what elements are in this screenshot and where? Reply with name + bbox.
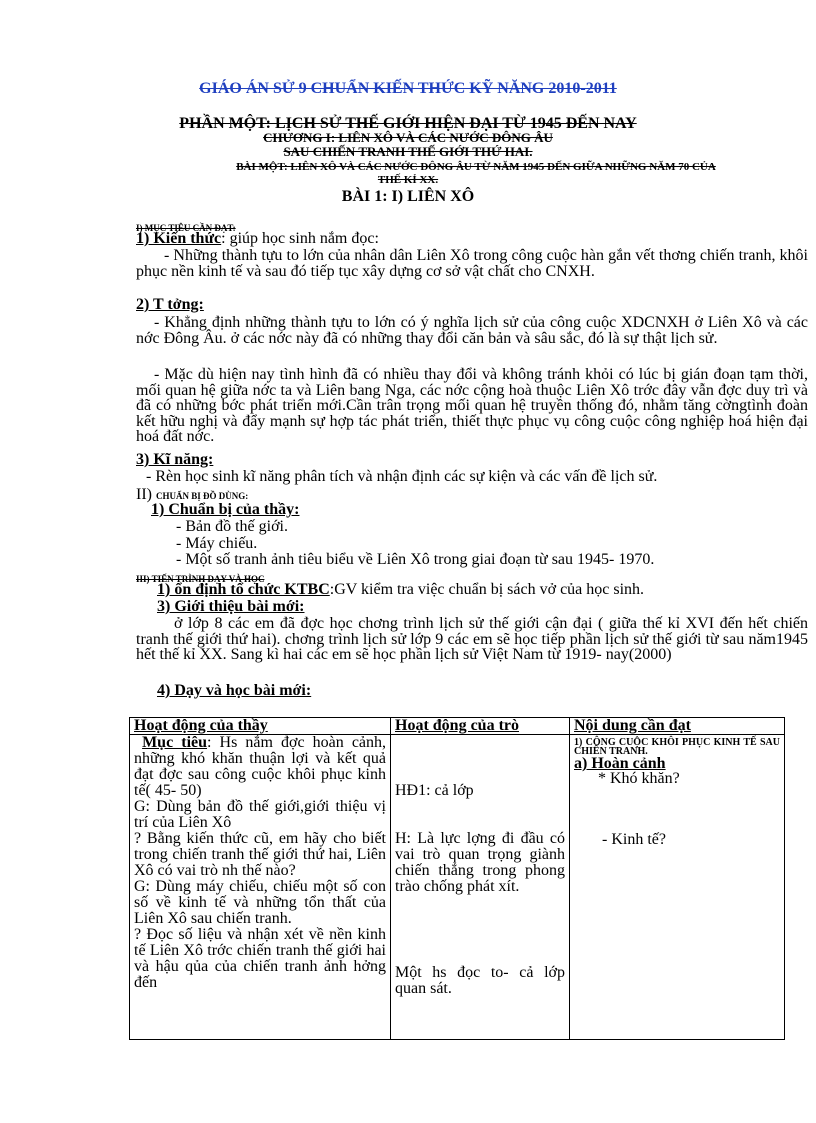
teacher-line-4: ? Đọc số liệu và nhận xét về nền kinh tế Liên Xô trớc chiến tranh thế giới hai và hậu qủa của chiến tranh ảnh hởng đến [134, 926, 386, 991]
knowledge-label: 1) Kiến thức [136, 230, 222, 247]
lesson-activity-table [129, 717, 785, 1040]
goal-label: Mục tiêu [142, 734, 208, 751]
student-activity-cell [391, 735, 570, 1040]
content-subtitle: a) Hoàn cảnh [574, 755, 666, 772]
section-preparation-text: CHUẨN BỊ ĐỒ DÙNG: [155, 491, 249, 501]
stabilize-text: :GV kiểm tra việc chuẩn bị sách vở của học sinh. [329, 581, 645, 598]
chapter-title-line2: SAU CHIẾN TRANH THẾ GIỚI THỨ HAI. [283, 144, 533, 159]
teacher-line-2: ? Bằng kiến thức cũ, em hãy cho biết trong chiến tranh thế giới thứ hai, Liên Xô có vai trò nh thế nào? [134, 830, 386, 879]
teacher-goal [134, 735, 386, 799]
table-header-row [130, 718, 785, 735]
stabilize-label: 1) ổn định tổ chức KTBC [157, 581, 330, 598]
knowledge-paragraph: - Những thành tựu to lớn của nhân dân Liên Xô trong công cuộc hàn gắn vết thơng chiến tranh, khôi phục nền kinh tế và sau đó tiếp tục xây dựng cơ sở vật chất cho CNXH. [136, 247, 808, 280]
document-top-title: GIÁO ÁN SỬ 9 CHUẨN KIẾN THỨC KỸ NĂNG 2010-2011 [199, 80, 617, 97]
skill-label: 3) Kĩ năng: [136, 451, 214, 468]
content-cell [570, 735, 785, 1040]
part-title: PHẦN MỘT: LỊCH SỬ THẾ GIỚI HIỆN ĐẠI TỪ 1945 ĐẾN NAY [179, 115, 637, 132]
teacher-line-1: G: Dùng bản đồ thế giới,giới thiệu vị trí của Liên Xô [134, 798, 386, 831]
intro-label: 3) Giới thiệu bài mới: [157, 598, 305, 615]
teacher-activity-cell [130, 735, 391, 1040]
skill-text: - Rèn học sinh kĩ năng phân tích và nhận định các sự kiện và các vấn đề lịch sử. [146, 468, 658, 485]
intro-paragraph: ở lớp 8 các em đã đợc học chơng trình lịch sử thế giới cận đại ( giữa thế kỉ XVI đến hết chiến tranh thế giới thứ hai). chơng trình lịch sử lớp 9 các em sẽ học tiếp phần lịch sử thế giới từ sau năm1945 hết thế kỉ XX. Sang kì hai các em sẽ học phần lịch sử Việt Nam từ 1919- nay(2000) [136, 615, 808, 663]
prep-item-1: - Bản đồ thế giới. [176, 518, 288, 535]
student-line-2: H: Là lực lợng đi đầu có vai trò quan trọng giành chiến thắng trong phong trào chống phát xít. [395, 830, 565, 895]
stabilize-line [157, 582, 644, 598]
content-economy: - Kinh tế? [602, 831, 666, 848]
teach-label: 4) Dạy và học bài mới: [157, 682, 312, 699]
knowledge-intro: : giúp học sinh nắm đọc: [221, 230, 379, 247]
header-teacher: Hoạt động của thầy [130, 718, 391, 735]
chapter-title-line1: CHƯƠNG I: LIÊN XÔ VÀ CÁC NƯỚC ĐÔNG ÂU [263, 130, 553, 145]
thought-label: 2) T tởng: [136, 296, 204, 313]
prep-item-3: - Một số tranh ảnh tiêu biểu về Liên Xô trong giai đoạn từ sau 1945- 1970. [176, 551, 655, 568]
header-content: Nội dung cần đạt [570, 718, 785, 735]
section-objectives-title: I) MỤC TIÊU CẦN ĐẠT: [136, 223, 236, 233]
lesson-title-line1: BÀI MỘT: LIÊN XÔ VÀ CÁC NƯỚC ĐÔNG ÂU TỪ NĂM 1945 ĐẾN GIỮA NHỮNG NĂM 70 CỦA [236, 161, 716, 173]
thought-paragraph-1: - Khẳng định những thành tựu to lớn có ý nghĩa lịch sử của công cuộc XDCNXH ở Liên Xô và các nớc Đông Âu. ở các nớc này đã có những thay đổi căn bản và sâu sắc, đó là sự thật lịch sử. [136, 314, 808, 347]
teacher-line-3: G: Dùng máy chiếu, chiếu một số con số về kinh tế và những tổn thất của Liên Xô sau chiến tranh. [134, 878, 386, 927]
content-title: 1) CÔNG CUỘC KHÔI PHỤC KINH TẾ SAU CHIẾN TRANH. [574, 737, 780, 757]
student-line-3: Một hs đọc to- cả lớp quan sát. [395, 964, 565, 997]
teacher-prep-label: 1) Chuẩn bị của thầy: [151, 501, 300, 518]
section-preparation-prefix: II) [136, 486, 152, 503]
lesson-heading: BÀI 1: I) LIÊN XÔ [341, 188, 475, 205]
student-line-1: HĐ1: cả lớp [395, 782, 474, 799]
content-difficulty: * Khó khăn? [598, 770, 680, 787]
knowledge-line [136, 231, 379, 247]
goal-text: : Hs nắm đợc hoàn cảnh, những khó khăn thuận lợi và kết quả đạt đợc sau công cuộc khôi phục kinh tế( 45- 50) [134, 734, 387, 799]
section-process-title: III) TIẾN TRÌNH DẠY VÀ HỌC [136, 574, 265, 584]
table-row [130, 735, 785, 1040]
thought-paragraph-2: - Mặc dù hiện nay tình hình đã có nhiều thay đổi và không tránh khỏi có lúc bị gián đoạn tạm thời, mối quan hệ giữa nớc ta và Liên bang Nga, các nớc cộng hoà thuộc Liên Xô trớc đây vẫn đợc duy trì và đã có những bớc phát triển mới.Cần trân trọng mối quan hệ truyền thống đó, nhằm tăng cờngtình đoàn kết hữu nghị và đẩy mạnh sự hợp tác phát triển, thiết thực phục vụ công cuộc công nghiệp hoá hiện đại hoá đất nớc. [136, 366, 808, 445]
prep-item-2: - Máy chiếu. [176, 535, 258, 552]
lesson-title-line2: THẾ KỈ XX. [377, 174, 439, 186]
header-student: Hoạt động của trò [391, 718, 570, 735]
